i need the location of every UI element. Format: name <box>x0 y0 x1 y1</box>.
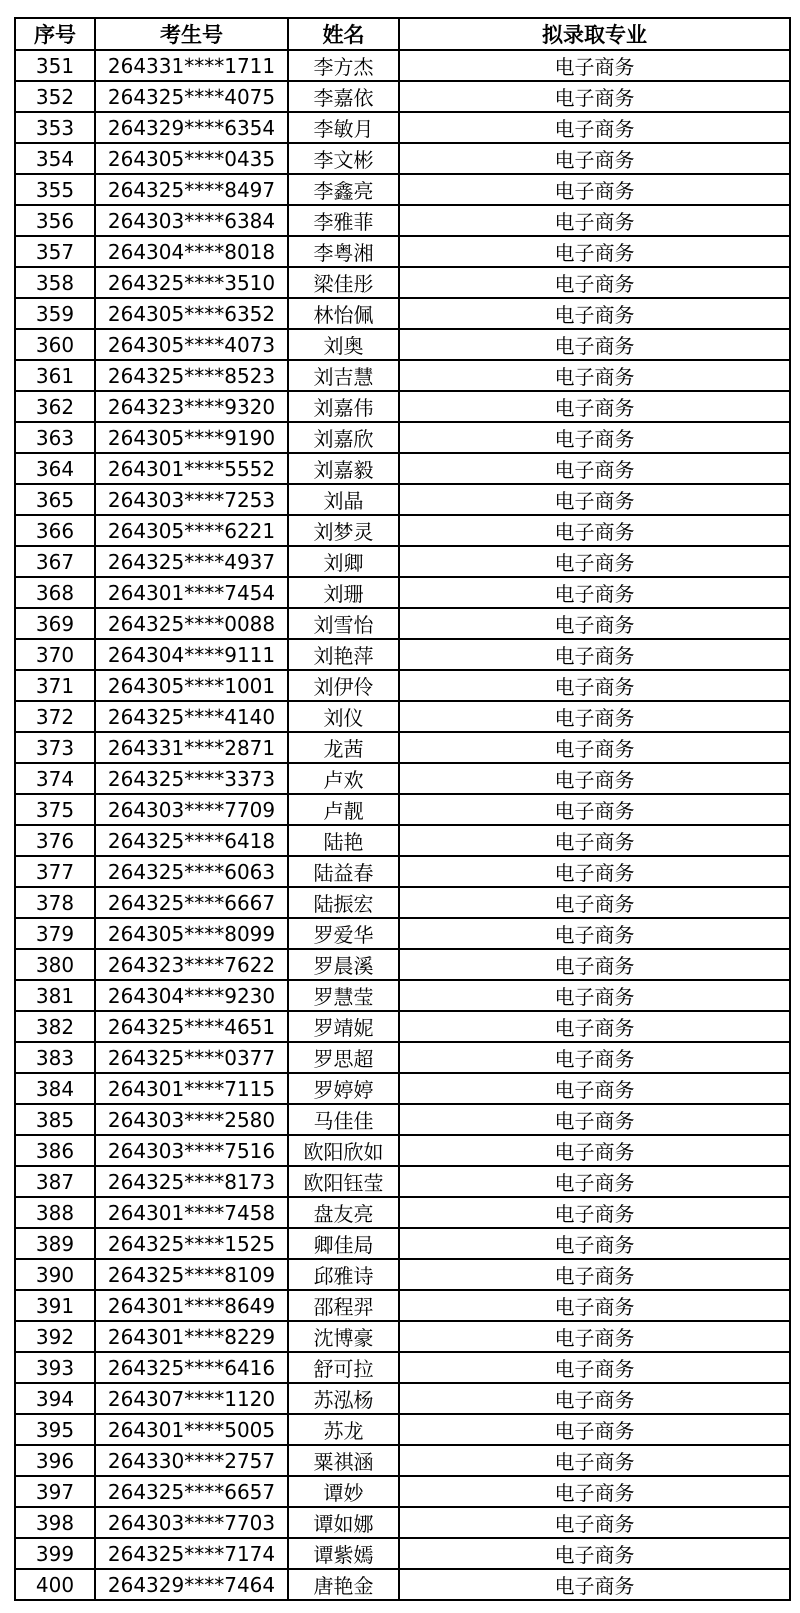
cell-name: 罗婷婷 <box>288 1073 399 1104</box>
table-row <box>15 701 790 732</box>
cell-major: 电子商务 <box>399 329 790 360</box>
admission-list <box>14 17 789 1601</box>
cell-name: 刘嘉毅 <box>288 453 399 484</box>
cell-seq: 374 <box>15 763 95 794</box>
cell-seq: 391 <box>15 1290 95 1321</box>
cell-name: 刘珊 <box>288 577 399 608</box>
cell-exam-id: 264325****6063 <box>95 856 288 887</box>
cell-major: 电子商务 <box>399 639 790 670</box>
cell-exam-id: 264305****6221 <box>95 515 288 546</box>
cell-major: 电子商务 <box>399 515 790 546</box>
cell-name: 卢欢 <box>288 763 399 794</box>
cell-name: 梁佳彤 <box>288 267 399 298</box>
cell-seq: 363 <box>15 422 95 453</box>
cell-seq: 395 <box>15 1414 95 1445</box>
cell-name: 李粤湘 <box>288 236 399 267</box>
header-name: 姓名 <box>288 18 399 50</box>
cell-seq: 357 <box>15 236 95 267</box>
cell-name: 邵程羿 <box>288 1290 399 1321</box>
table-row <box>15 763 790 794</box>
cell-name: 罗慧莹 <box>288 980 399 1011</box>
cell-seq: 370 <box>15 639 95 670</box>
cell-major: 电子商务 <box>399 763 790 794</box>
cell-seq: 393 <box>15 1352 95 1383</box>
table-row <box>15 1042 790 1073</box>
cell-seq: 362 <box>15 391 95 422</box>
cell-name: 谭紫嫣 <box>288 1538 399 1569</box>
cell-name: 罗靖妮 <box>288 1011 399 1042</box>
cell-major: 电子商务 <box>399 453 790 484</box>
cell-major: 电子商务 <box>399 1166 790 1197</box>
cell-major: 电子商务 <box>399 918 790 949</box>
cell-name: 刘梦灵 <box>288 515 399 546</box>
cell-exam-id: 264305****0435 <box>95 143 288 174</box>
table-row <box>15 794 790 825</box>
table-row <box>15 236 790 267</box>
cell-major: 电子商务 <box>399 1011 790 1042</box>
table-row <box>15 1445 790 1476</box>
cell-seq: 359 <box>15 298 95 329</box>
table-row <box>15 980 790 1011</box>
cell-seq: 379 <box>15 918 95 949</box>
cell-exam-id: 264304****9230 <box>95 980 288 1011</box>
cell-major: 电子商务 <box>399 794 790 825</box>
cell-exam-id: 264331****1711 <box>95 50 288 81</box>
table-row <box>15 577 790 608</box>
cell-major: 电子商务 <box>399 50 790 81</box>
cell-major: 电子商务 <box>399 1414 790 1445</box>
cell-major: 电子商务 <box>399 825 790 856</box>
table-row <box>15 918 790 949</box>
cell-exam-id: 264325****8523 <box>95 360 288 391</box>
table-row <box>15 670 790 701</box>
cell-seq: 360 <box>15 329 95 360</box>
cell-seq: 365 <box>15 484 95 515</box>
table-row <box>15 453 790 484</box>
header-major: 拟录取专业 <box>399 18 790 50</box>
cell-major: 电子商务 <box>399 608 790 639</box>
cell-major: 电子商务 <box>399 1445 790 1476</box>
cell-major: 电子商务 <box>399 1042 790 1073</box>
table-row <box>15 391 790 422</box>
cell-name: 刘奥 <box>288 329 399 360</box>
cell-exam-id: 264325****6418 <box>95 825 288 856</box>
cell-exam-id: 264304****9111 <box>95 639 288 670</box>
cell-exam-id: 264303****7703 <box>95 1507 288 1538</box>
cell-exam-id: 264325****0088 <box>95 608 288 639</box>
cell-exam-id: 264323****7622 <box>95 949 288 980</box>
cell-major: 电子商务 <box>399 1104 790 1135</box>
table-row <box>15 1290 790 1321</box>
cell-major: 电子商务 <box>399 360 790 391</box>
cell-exam-id: 264329****6354 <box>95 112 288 143</box>
cell-seq: 389 <box>15 1228 95 1259</box>
cell-seq: 399 <box>15 1538 95 1569</box>
cell-name: 罗爱华 <box>288 918 399 949</box>
cell-exam-id: 264331****2871 <box>95 732 288 763</box>
table-row <box>15 732 790 763</box>
cell-name: 欧阳钰莹 <box>288 1166 399 1197</box>
cell-name: 李嘉依 <box>288 81 399 112</box>
table-row <box>15 484 790 515</box>
cell-name: 刘雪怡 <box>288 608 399 639</box>
cell-exam-id: 264325****6667 <box>95 887 288 918</box>
cell-name: 李文彬 <box>288 143 399 174</box>
cell-major: 电子商务 <box>399 205 790 236</box>
cell-major: 电子商务 <box>399 1383 790 1414</box>
cell-exam-id: 264325****8109 <box>95 1259 288 1290</box>
table-row <box>15 1383 790 1414</box>
cell-seq: 351 <box>15 50 95 81</box>
cell-major: 电子商务 <box>399 856 790 887</box>
cell-exam-id: 264329****7464 <box>95 1569 288 1600</box>
cell-exam-id: 264305****6352 <box>95 298 288 329</box>
cell-major: 电子商务 <box>399 484 790 515</box>
cell-exam-id: 264305****9190 <box>95 422 288 453</box>
cell-name: 卿佳局 <box>288 1228 399 1259</box>
cell-exam-id: 264325****6657 <box>95 1476 288 1507</box>
cell-exam-id: 264303****7516 <box>95 1135 288 1166</box>
cell-exam-id: 264325****0377 <box>95 1042 288 1073</box>
cell-seq: 372 <box>15 701 95 732</box>
cell-exam-id: 264330****2757 <box>95 1445 288 1476</box>
cell-major: 电子商务 <box>399 112 790 143</box>
cell-exam-id: 264305****1001 <box>95 670 288 701</box>
cell-seq: 385 <box>15 1104 95 1135</box>
cell-exam-id: 264303****7253 <box>95 484 288 515</box>
cell-seq: 375 <box>15 794 95 825</box>
table-row <box>15 112 790 143</box>
cell-seq: 380 <box>15 949 95 980</box>
cell-major: 电子商务 <box>399 1228 790 1259</box>
table-row <box>15 1073 790 1104</box>
cell-exam-id: 264325****8173 <box>95 1166 288 1197</box>
cell-name: 刘吉慧 <box>288 360 399 391</box>
cell-seq: 355 <box>15 174 95 205</box>
cell-seq: 388 <box>15 1197 95 1228</box>
table-row <box>15 1476 790 1507</box>
cell-name: 罗晨溪 <box>288 949 399 980</box>
cell-seq: 397 <box>15 1476 95 1507</box>
cell-name: 苏龙 <box>288 1414 399 1445</box>
cell-name: 李方杰 <box>288 50 399 81</box>
table-row <box>15 1538 790 1569</box>
table-row <box>15 1104 790 1135</box>
cell-major: 电子商务 <box>399 267 790 298</box>
table-row <box>15 422 790 453</box>
cell-seq: 356 <box>15 205 95 236</box>
cell-major: 电子商务 <box>399 1197 790 1228</box>
cell-name: 陆振宏 <box>288 887 399 918</box>
cell-major: 电子商务 <box>399 143 790 174</box>
table-row <box>15 1321 790 1352</box>
cell-major: 电子商务 <box>399 701 790 732</box>
cell-major: 电子商务 <box>399 1352 790 1383</box>
cell-seq: 358 <box>15 267 95 298</box>
cell-name: 谭妙 <box>288 1476 399 1507</box>
header-seq: 序号 <box>15 18 95 50</box>
cell-name: 盘友亮 <box>288 1197 399 1228</box>
table-row <box>15 81 790 112</box>
cell-major: 电子商务 <box>399 391 790 422</box>
cell-name: 李鑫亮 <box>288 174 399 205</box>
cell-major: 电子商务 <box>399 1073 790 1104</box>
cell-major: 电子商务 <box>399 81 790 112</box>
cell-seq: 378 <box>15 887 95 918</box>
cell-exam-id: 264307****1120 <box>95 1383 288 1414</box>
cell-exam-id: 264325****4651 <box>95 1011 288 1042</box>
cell-major: 电子商务 <box>399 1476 790 1507</box>
cell-major: 电子商务 <box>399 1259 790 1290</box>
cell-seq: 369 <box>15 608 95 639</box>
table-row <box>15 608 790 639</box>
cell-major: 电子商务 <box>399 1507 790 1538</box>
cell-exam-id: 264325****4075 <box>95 81 288 112</box>
table-row <box>15 639 790 670</box>
cell-major: 电子商务 <box>399 422 790 453</box>
cell-seq: 387 <box>15 1166 95 1197</box>
table-row <box>15 1259 790 1290</box>
cell-seq: 367 <box>15 546 95 577</box>
table-row <box>15 329 790 360</box>
table-row <box>15 887 790 918</box>
cell-seq: 364 <box>15 453 95 484</box>
table-row <box>15 1507 790 1538</box>
table-row <box>15 1011 790 1042</box>
table-row <box>15 515 790 546</box>
cell-name: 林怡佩 <box>288 298 399 329</box>
table-row <box>15 546 790 577</box>
cell-exam-id: 264325****1525 <box>95 1228 288 1259</box>
cell-exam-id: 264301****5005 <box>95 1414 288 1445</box>
cell-seq: 376 <box>15 825 95 856</box>
cell-seq: 392 <box>15 1321 95 1352</box>
cell-major: 电子商务 <box>399 670 790 701</box>
cell-major: 电子商务 <box>399 1538 790 1569</box>
cell-name: 刘嘉欣 <box>288 422 399 453</box>
cell-seq: 386 <box>15 1135 95 1166</box>
cell-major: 电子商务 <box>399 980 790 1011</box>
cell-exam-id: 264303****2580 <box>95 1104 288 1135</box>
cell-exam-id: 264325****7174 <box>95 1538 288 1569</box>
cell-name: 刘伊伶 <box>288 670 399 701</box>
cell-seq: 394 <box>15 1383 95 1414</box>
table-row <box>15 1414 790 1445</box>
cell-name: 陆益春 <box>288 856 399 887</box>
admission-table <box>14 17 791 1601</box>
cell-exam-id: 264301****8649 <box>95 1290 288 1321</box>
cell-seq: 384 <box>15 1073 95 1104</box>
cell-exam-id: 264301****7115 <box>95 1073 288 1104</box>
table-row <box>15 267 790 298</box>
cell-major: 电子商务 <box>399 1135 790 1166</box>
table-row <box>15 1228 790 1259</box>
cell-exam-id: 264325****8497 <box>95 174 288 205</box>
cell-exam-id: 264303****6384 <box>95 205 288 236</box>
table-row <box>15 825 790 856</box>
table-row <box>15 298 790 329</box>
cell-major: 电子商务 <box>399 174 790 205</box>
table-row <box>15 856 790 887</box>
cell-seq: 366 <box>15 515 95 546</box>
cell-seq: 354 <box>15 143 95 174</box>
cell-name: 刘艳萍 <box>288 639 399 670</box>
cell-name: 苏泓杨 <box>288 1383 399 1414</box>
cell-seq: 373 <box>15 732 95 763</box>
cell-major: 电子商务 <box>399 887 790 918</box>
cell-name: 舒可拉 <box>288 1352 399 1383</box>
cell-name: 刘卿 <box>288 546 399 577</box>
cell-major: 电子商务 <box>399 577 790 608</box>
cell-exam-id: 264301****7458 <box>95 1197 288 1228</box>
cell-name: 李雅菲 <box>288 205 399 236</box>
cell-name: 粟祺涵 <box>288 1445 399 1476</box>
cell-seq: 398 <box>15 1507 95 1538</box>
cell-major: 电子商务 <box>399 1569 790 1600</box>
cell-exam-id: 264325****4140 <box>95 701 288 732</box>
table-row <box>15 1569 790 1600</box>
cell-major: 电子商务 <box>399 949 790 980</box>
table-row <box>15 174 790 205</box>
cell-exam-id: 264325****3373 <box>95 763 288 794</box>
cell-seq: 396 <box>15 1445 95 1476</box>
cell-exam-id: 264305****4073 <box>95 329 288 360</box>
table-body <box>15 50 790 1600</box>
table-row <box>15 143 790 174</box>
cell-major: 电子商务 <box>399 1290 790 1321</box>
table-row <box>15 949 790 980</box>
cell-seq: 368 <box>15 577 95 608</box>
table-row <box>15 1197 790 1228</box>
cell-seq: 377 <box>15 856 95 887</box>
cell-exam-id: 264325****4937 <box>95 546 288 577</box>
cell-exam-id: 264305****8099 <box>95 918 288 949</box>
cell-name: 邱雅诗 <box>288 1259 399 1290</box>
cell-name: 欧阳欣如 <box>288 1135 399 1166</box>
cell-name: 刘仪 <box>288 701 399 732</box>
cell-major: 电子商务 <box>399 236 790 267</box>
cell-name: 陆艳 <box>288 825 399 856</box>
cell-seq: 381 <box>15 980 95 1011</box>
cell-seq: 361 <box>15 360 95 391</box>
cell-seq: 353 <box>15 112 95 143</box>
cell-seq: 382 <box>15 1011 95 1042</box>
cell-name: 刘嘉伟 <box>288 391 399 422</box>
table-row <box>15 50 790 81</box>
cell-major: 电子商务 <box>399 732 790 763</box>
cell-name: 龙茜 <box>288 732 399 763</box>
cell-seq: 390 <box>15 1259 95 1290</box>
cell-name: 马佳佳 <box>288 1104 399 1135</box>
cell-major: 电子商务 <box>399 546 790 577</box>
cell-exam-id: 264304****8018 <box>95 236 288 267</box>
cell-name: 谭如娜 <box>288 1507 399 1538</box>
cell-major: 电子商务 <box>399 1321 790 1352</box>
cell-seq: 383 <box>15 1042 95 1073</box>
table-row <box>15 1135 790 1166</box>
cell-exam-id: 264303****7709 <box>95 794 288 825</box>
cell-name: 沈博豪 <box>288 1321 399 1352</box>
table-row <box>15 1166 790 1197</box>
cell-name: 罗思超 <box>288 1042 399 1073</box>
table-row <box>15 1352 790 1383</box>
cell-seq: 371 <box>15 670 95 701</box>
cell-exam-id: 264323****9320 <box>95 391 288 422</box>
header-row <box>15 18 790 50</box>
cell-major: 电子商务 <box>399 298 790 329</box>
cell-name: 李敏月 <box>288 112 399 143</box>
table-row <box>15 360 790 391</box>
cell-exam-id: 264301****8229 <box>95 1321 288 1352</box>
cell-exam-id: 264325****3510 <box>95 267 288 298</box>
cell-name: 卢靓 <box>288 794 399 825</box>
cell-seq: 352 <box>15 81 95 112</box>
cell-exam-id: 264325****6416 <box>95 1352 288 1383</box>
header-exam-id: 考生号 <box>95 18 288 50</box>
table-row <box>15 205 790 236</box>
cell-name: 唐艳金 <box>288 1569 399 1600</box>
cell-name: 刘晶 <box>288 484 399 515</box>
cell-exam-id: 264301****7454 <box>95 577 288 608</box>
cell-exam-id: 264301****5552 <box>95 453 288 484</box>
cell-seq: 400 <box>15 1569 95 1600</box>
